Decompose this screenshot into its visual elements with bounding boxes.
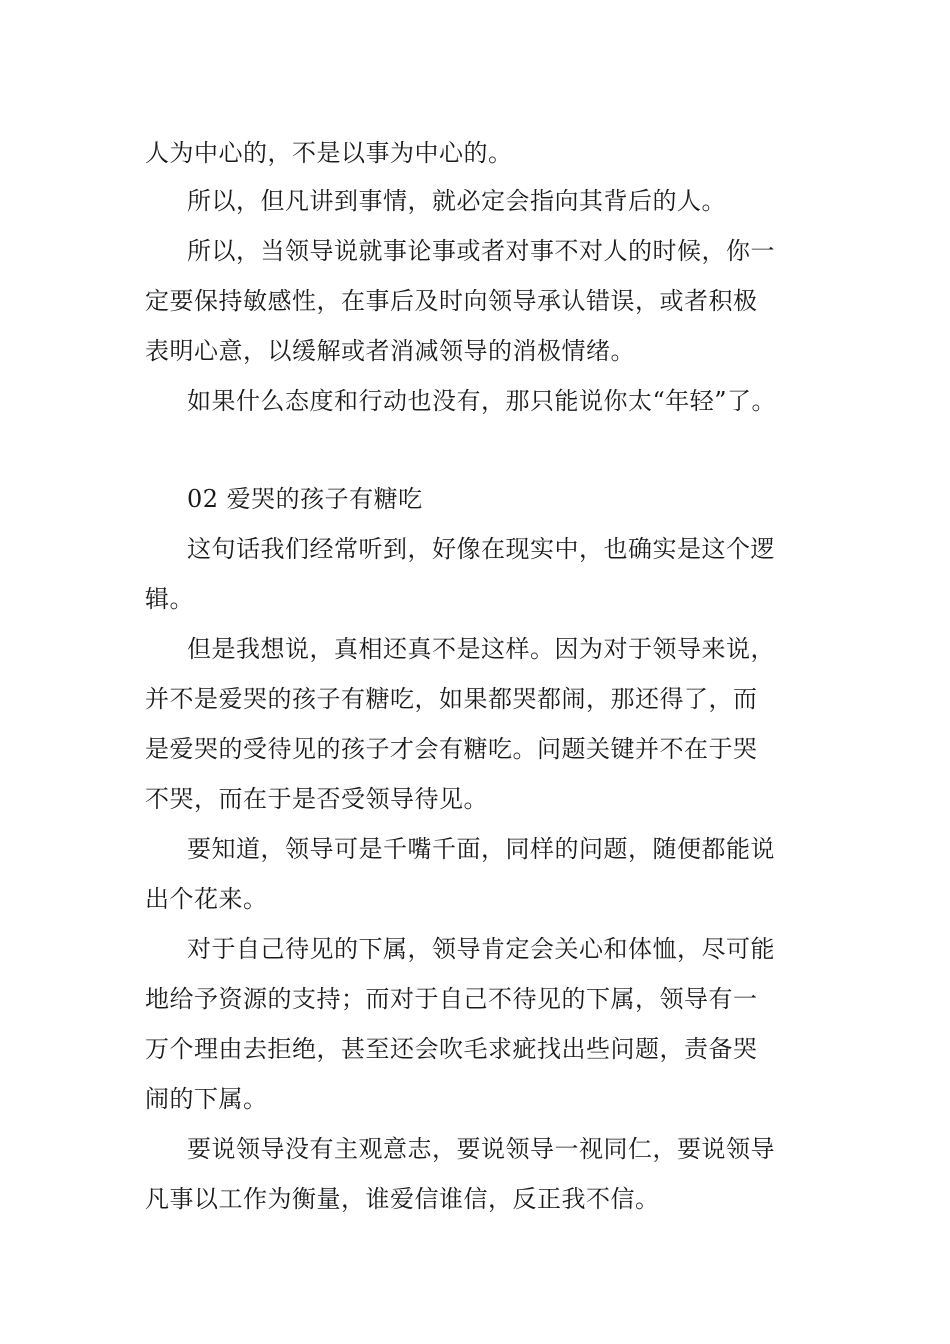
paragraph-line: 如果什么态度和行动也没有，那只能说你太“年轻”了。 bbox=[187, 387, 777, 415]
paragraph-line: 对于自己待见的下属，领导肯定会关心和体恤，尽可能 bbox=[187, 935, 775, 963]
paragraph-line: 要说领导没有主观意志，要说领导一视同仁，要说领导 bbox=[187, 1135, 775, 1163]
paragraph-line: 要知道，领导可是千嘴千面，同样的问题，随便都能说 bbox=[187, 835, 775, 863]
paragraph-line: 是爱哭的受待见的孩子才会有糖吃。问题关键并不在于哭 bbox=[145, 735, 758, 763]
paragraph-line: 并不是爱哭的孩子有糖吃，如果都哭都闹，那还得了，而 bbox=[145, 685, 758, 713]
paragraph-line: 人为中心的，不是以事为中心的。 bbox=[145, 139, 513, 167]
paragraph-line: 不哭，而在于是否受领导待见。 bbox=[145, 785, 488, 813]
paragraph-line: 表明心意，以缓解或者消减领导的消极情绪。 bbox=[145, 337, 635, 365]
paragraph-line: 万个理由去拒绝，甚至还会吹毛求疵找出些问题，责备哭 bbox=[145, 1035, 758, 1063]
paragraph-line: 所以，但凡讲到事情，就必定会指向其背后的人。 bbox=[187, 187, 726, 215]
paragraph-line: 地给予资源的支持；而对于自己不待见的下属，领导有一 bbox=[145, 985, 758, 1013]
paragraph-line: 所以，当领导说就事论事或者对事不对人的时候，你一 bbox=[187, 237, 775, 265]
paragraph-line: 定要保持敏感性，在事后及时向领导承认错误，或者积极 bbox=[145, 287, 758, 315]
paragraph-line: 凡事以工作为衡量，谁爱信谁信，反正我不信。 bbox=[145, 1185, 660, 1213]
paragraph-line: 但是我想说，真相还真不是这样。因为对于领导来说， bbox=[187, 635, 775, 663]
paragraph-line: 这句话我们经常听到，好像在现实中，也确实是这个逻 bbox=[187, 535, 775, 563]
section-heading: 02 爱哭的孩子有糖吃 bbox=[187, 485, 423, 513]
paragraph-line: 出个花来。 bbox=[145, 885, 268, 913]
paragraph-line: 闹的下属。 bbox=[145, 1085, 268, 1113]
paragraph-line: 辑。 bbox=[145, 585, 194, 613]
